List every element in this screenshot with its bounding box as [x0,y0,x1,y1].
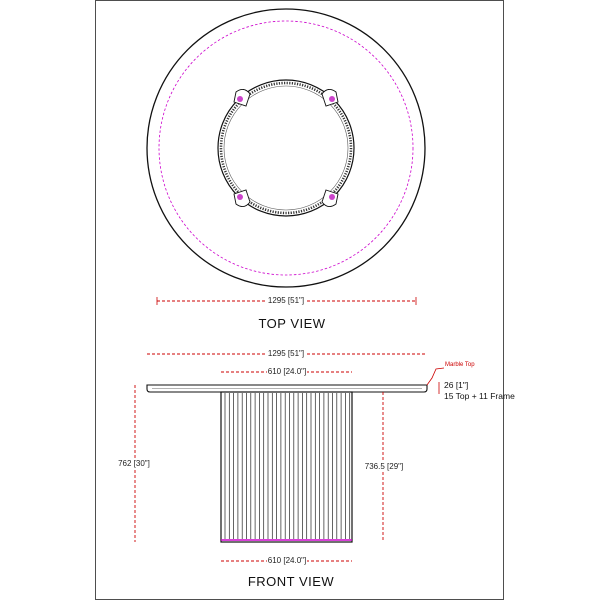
mounting-bracket [322,190,338,207]
fluted-base [221,392,352,542]
tabletop-outline [147,9,425,287]
top-view-title: TOP VIEW [258,316,326,331]
total-height-label: 762 [30"] [118,459,150,468]
front-view-title: FRONT VIEW [247,574,335,589]
base-top-width-label: 610 [24.0"] [267,367,307,376]
mounting-bracket [234,89,250,106]
material-label: Marble Top [445,362,475,368]
top-width-label: 1295 [51"] [267,296,305,305]
mounting-bracket [322,89,338,106]
top-thickness-label: 26 [1"] [444,380,469,390]
hidden-frame-circle [159,21,413,275]
base-bottom-width-label: 610 [24.0"] [267,556,307,565]
material-leader-line [427,368,444,385]
top-thickness-note: 15 Top + 11 Frame [444,391,515,401]
front-top-width-label: 1295 [51"] [267,349,305,358]
front-view [114,348,515,589]
top-view [147,9,425,331]
base-height-label: 736.5 [29"] [364,462,404,471]
mounting-bracket [234,190,250,207]
